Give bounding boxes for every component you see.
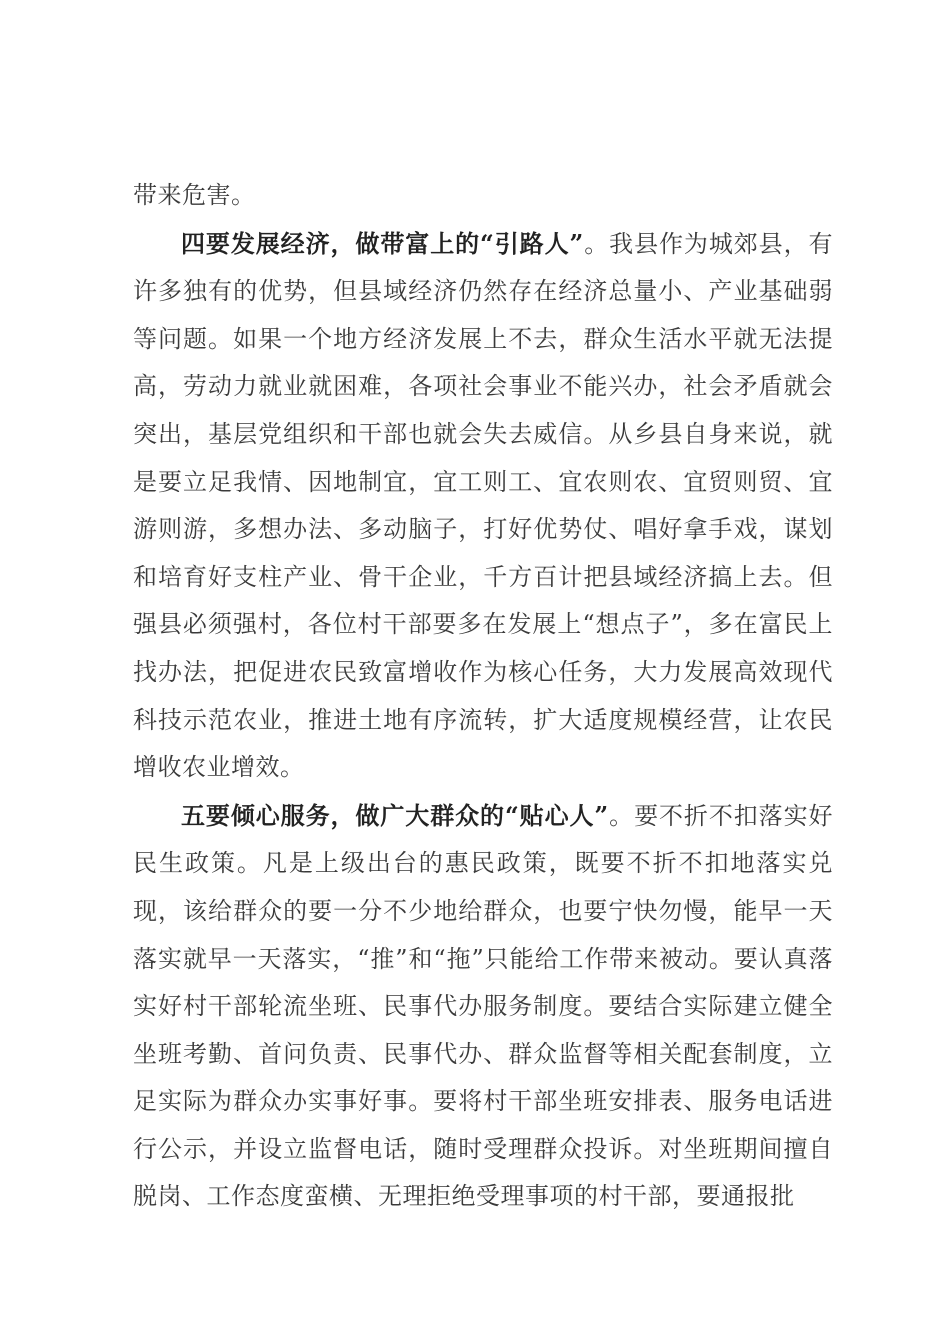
paragraph-3 (133, 792, 833, 1221)
paragraph-3-lead: 五要倾心服务，做广大群众的“贴心人” (181, 800, 609, 830)
paragraph-1-body: 带来危害。 (133, 181, 256, 209)
paragraph-2-lead: 四要发展经济，做带富上的“引路人” (181, 228, 584, 258)
paragraph-2-body: 。我县作为城郊县，有许多独有的优势，但县域经济仍然存在经济总量小、产业基础弱等问题。如果一个地方经济发展上不去，群众生活水平就无法提高，劳动力就业就困难，各项社会事业不能兴办，社会矛盾就会突出，基层党组织和干部也就会失去威信。从乡县自身来说，就是要立足我情、因地制宜，宜工则工、宜农则农、宜贸则贸、宜游则游，多想办法、多动脑子，打好优势仗、唱好拿手戏，谋划和培育好支柱产业、骨干企业，千方百计把县域经济搞上去。但强县必须强村，各位村干部要多在发展上“想点子”，多在富民上找办法，把促进农民致富增收作为核心任务，大力发展高效现代科技示范农业，推进土地有序流转，扩大适度规模经营，让农民增收农业增效。 (133, 229, 834, 782)
paragraph-1 (133, 171, 833, 220)
paragraph-2 (133, 220, 833, 792)
paragraph-3-body: 。要不折不扣落实好民生政策。凡是上级出台的惠民政策，既要不折不扣地落实兑现，该给群众的要一分不少地给群众，也要宁快勿慢，能早一天落实就早一天落实，“推”和“拖”只能给工作带来被动。要认真落实好村干部轮流坐班、民事代办服务制度。要结合实际建立健全坐班考勤、首问负责、民事代办、群众监督等相关配套制度，立足实际为群众办实事好事。要将村干部坐班安排表、服务电话进行公示，并设立监督电话，随时受理群众投诉。对坐班期间擅自脱岗、工作态度蛮横、无理拒绝受理事项的村干部，要通报批 (133, 801, 834, 1211)
document-body (133, 171, 833, 1221)
